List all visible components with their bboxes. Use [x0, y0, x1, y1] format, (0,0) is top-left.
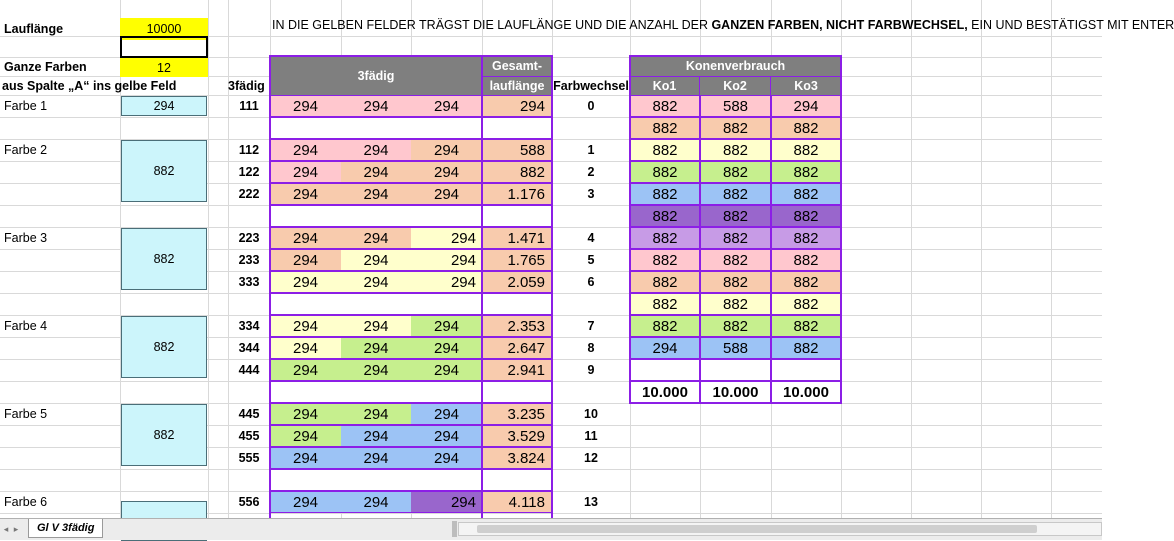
dreifaedig-cell[interactable]	[411, 381, 482, 403]
farbe-value-cell[interactable]: 882	[121, 316, 207, 378]
dreifaedig-cell[interactable]: 294	[411, 227, 482, 249]
konen-cell[interactable]: 882	[700, 117, 771, 139]
dreifaedig-cell[interactable]: 294	[270, 425, 341, 447]
dreifaedig-cell[interactable]: 294	[270, 227, 341, 249]
gridline-v	[981, 0, 982, 518]
konen-cell[interactable]: 882	[700, 293, 771, 315]
row-code: 445	[238, 407, 260, 421]
instruction-bold: GANZEN FARBEN, NICHT FARBWECHSEL,	[711, 18, 968, 32]
laufl-label: Lauflänge	[4, 22, 64, 36]
dreifaedig-cell[interactable]: 294	[270, 491, 341, 513]
dreifaedig-cell[interactable]: 294	[270, 403, 341, 425]
konen-cell[interactable]: 882	[771, 227, 841, 249]
dreifaedig-cell[interactable]: 294	[411, 337, 482, 359]
dreifaedig-cell[interactable]: 294	[411, 183, 482, 205]
farbwechsel-cell	[552, 205, 630, 227]
dreifaedig-cell[interactable]: 294	[270, 315, 341, 337]
dreifaedig-cell[interactable]: 294	[411, 271, 482, 293]
konen-cell[interactable]: 882	[771, 117, 841, 139]
sheet-tab[interactable]: Gl V 3fädig	[28, 519, 103, 538]
konen-cell[interactable]: 882	[771, 139, 841, 161]
farbe-value-cell[interactable]: 294	[121, 96, 207, 116]
row-code: 555	[238, 451, 260, 465]
gridline-v	[911, 0, 912, 518]
gesamt-cell[interactable]	[482, 381, 552, 403]
instruction-part2: EIN UND BESTÄTIGST MIT ENTER	[967, 18, 1174, 32]
farbwechsel-cell: 12	[584, 451, 598, 465]
dreifaedig-cell[interactable]	[341, 205, 411, 227]
konen-cell[interactable]: 882	[700, 161, 771, 183]
konen-cell[interactable]: 882	[771, 205, 841, 227]
konen-cell[interactable]: 882	[630, 139, 700, 161]
dreifaedig-cell[interactable]	[411, 469, 482, 491]
farbwechsel-cell: 13	[584, 495, 598, 509]
dreifaedig-cell[interactable]	[270, 469, 341, 491]
farbwechsel-cell: 4	[587, 231, 595, 245]
konen-cell[interactable]: 882	[630, 161, 700, 183]
konen-cell[interactable]: 882	[771, 293, 841, 315]
konen-cell[interactable]: 882	[771, 271, 841, 293]
gesamt-cell[interactable]: 1.471	[482, 227, 552, 249]
konen-cell[interactable]: 882	[700, 271, 771, 293]
row-code: 344	[238, 341, 260, 355]
konen-cell[interactable]: 882	[630, 205, 700, 227]
gesamt-cell[interactable]	[482, 117, 552, 139]
konen-cell[interactable]: 882	[700, 249, 771, 271]
farbe-value-cell[interactable]: 882	[121, 228, 207, 290]
farbwechsel-cell: 9	[587, 363, 595, 377]
konen-cell[interactable]: 882	[630, 227, 700, 249]
farben-label: Ganze Farben	[4, 60, 87, 74]
row-code: 122	[238, 165, 260, 179]
konen-cell[interactable]: 882	[630, 183, 700, 205]
selected-cell[interactable]	[120, 36, 208, 58]
gesamt-cell[interactable]: 3.529	[482, 425, 552, 447]
row-code	[228, 117, 270, 139]
konen-cell[interactable]: 588	[700, 95, 771, 117]
gesamt-cell[interactable]	[482, 293, 552, 315]
konen-cell[interactable]: 294	[771, 95, 841, 117]
farbwechsel-cell	[552, 117, 630, 139]
row-code: 333	[238, 275, 260, 289]
dreifaedig-cell[interactable]	[411, 117, 482, 139]
gesamt-cell[interactable]	[482, 469, 552, 491]
dreifaedig-cell[interactable]: 294	[411, 359, 482, 381]
instruction-text	[272, 18, 1174, 32]
row-code: 334	[238, 319, 260, 333]
dreifaedig-cell[interactable]: 294	[341, 227, 411, 249]
konen-cell[interactable]: 882	[700, 227, 771, 249]
dreifaedig-cell[interactable]: 294	[341, 425, 411, 447]
farbe-value-cell[interactable]: 882	[121, 404, 207, 466]
row-code: 112	[238, 143, 260, 157]
konen-cell[interactable]: 882	[630, 95, 700, 117]
dreifaedig-cell[interactable]: 294	[270, 161, 341, 183]
dreifaedig-cell[interactable]	[341, 469, 411, 491]
dreifaedig-cell[interactable]: 294	[270, 183, 341, 205]
header-farbwechsel: Farbwechsel	[553, 79, 629, 93]
row-code: 444	[238, 363, 260, 377]
farbe-label: Farbe 5	[4, 407, 48, 421]
farbwechsel-cell: 6	[587, 275, 595, 289]
dreifaedig-cell[interactable]	[341, 381, 411, 403]
konen-cell[interactable]: 882	[630, 117, 700, 139]
dreifaedig-cell[interactable]	[411, 293, 482, 315]
farbe-label: Farbe 2	[4, 143, 48, 157]
konen-cell[interactable]: 882	[630, 249, 700, 271]
konen-cell[interactable]: 882	[700, 139, 771, 161]
instruction-part1: IN DIE GELBEN FELDER TRÄGST DIE LAUFLÄNGE UND DIE ANZAHL DER	[272, 18, 712, 32]
farbe-value-cell[interactable]: 882	[121, 140, 207, 202]
dreifaedig-cell[interactable]: 294	[411, 161, 482, 183]
dreifaedig-cell[interactable]: 294	[411, 249, 482, 271]
row-code: 223	[238, 231, 260, 245]
dreifaedig-cell[interactable]: 294	[341, 139, 411, 161]
konen-cell[interactable]: 882	[630, 293, 700, 315]
farbwechsel-cell: 10	[584, 407, 598, 421]
gesamt-cell[interactable]	[482, 205, 552, 227]
gridline-v	[841, 0, 842, 518]
dreifaedig-cell[interactable]: 294	[341, 337, 411, 359]
dreifaedig-cell[interactable]: 294	[270, 271, 341, 293]
dreifaedig-cell[interactable]: 294	[411, 95, 482, 117]
farbwechsel-cell: 7	[587, 319, 595, 333]
row-code	[228, 381, 270, 403]
dreifaedig-cell[interactable]: 294	[411, 139, 482, 161]
row-code: 111	[239, 99, 259, 113]
konen-cell[interactable]: 10.000	[630, 381, 700, 403]
konen-cell[interactable]: 882	[700, 205, 771, 227]
gesamt-cell[interactable]: 4.118	[482, 491, 552, 513]
konen-cell[interactable]: 882	[771, 249, 841, 271]
dreifaedig-cell[interactable]: 294	[341, 95, 411, 117]
farbwechsel-cell	[552, 381, 630, 403]
gesamt-cell[interactable]: 1.176	[482, 183, 552, 205]
dreifaedig-cell[interactable]: 294	[270, 447, 341, 469]
gesamt-cell[interactable]: 3.824	[482, 447, 552, 469]
gridline-v	[1051, 0, 1052, 518]
konen-cell[interactable]: 10.000	[771, 381, 841, 403]
dreifaedig-cell[interactable]: 294	[411, 447, 482, 469]
gesamt-cell[interactable]: 3.235	[482, 403, 552, 425]
dreifaedig-cell[interactable]: 294	[411, 491, 482, 513]
konen-cell[interactable]: 882	[771, 183, 841, 205]
farbwechsel-cell: 2	[587, 165, 595, 179]
dreifaedig-cell[interactable]: 294	[270, 337, 341, 359]
farben-input[interactable]: 12	[120, 58, 208, 77]
header-gesamt-2: lauflänge	[482, 76, 552, 95]
header-ko2: Ko2	[700, 76, 771, 95]
gesamt-cell[interactable]: 1.765	[482, 249, 552, 271]
sheet-tab-bar	[0, 518, 1102, 540]
scrollbar-thumb[interactable]	[477, 525, 1037, 533]
dreifaedig-cell[interactable]: 294	[411, 403, 482, 425]
konen-cell[interactable]	[700, 359, 771, 381]
horizontal-scrollbar[interactable]	[458, 522, 1102, 536]
konen-cell[interactable]: 294	[630, 337, 700, 359]
farbe-label: Farbe 3	[4, 231, 48, 245]
gesamt-cell[interactable]: 2.941	[482, 359, 552, 381]
konen-cell[interactable]	[771, 359, 841, 381]
farbwechsel-cell	[552, 469, 630, 491]
dreifaedig-cell[interactable]: 294	[270, 139, 341, 161]
dreifaedig-cell[interactable]: 294	[270, 95, 341, 117]
row-code	[228, 205, 270, 227]
prev-sheet-icon[interactable]: ▸	[13, 523, 19, 534]
header-3faedig: 3fädig	[270, 56, 482, 95]
gridline-v	[208, 0, 209, 518]
konen-cell[interactable]: 882	[771, 161, 841, 183]
dreifaedig-cell[interactable]	[270, 205, 341, 227]
row-code	[228, 469, 270, 491]
konen-cell[interactable]: 10.000	[700, 381, 771, 403]
dreifaedig-cell[interactable]	[341, 117, 411, 139]
dreifaedig-cell[interactable]	[341, 293, 411, 315]
farbe-label: Farbe 4	[4, 319, 48, 333]
farbe-label: Farbe 6	[4, 495, 48, 509]
farbwechsel-cell: 3	[587, 187, 595, 201]
header-gesamt-1: Gesamt-	[482, 56, 552, 76]
gesamt-cell[interactable]: 294	[482, 95, 552, 117]
row-code	[228, 293, 270, 315]
farbwechsel-cell: 5	[587, 253, 595, 267]
tab-splitter[interactable]	[452, 521, 457, 537]
farbe-label: Farbe 1	[4, 99, 48, 113]
first-sheet-icon[interactable]: ◂	[3, 523, 9, 534]
dreifaedig-cell[interactable]: 294	[341, 491, 411, 513]
konen-cell[interactable]: 882	[630, 315, 700, 337]
row-code: 233	[238, 253, 260, 267]
dreifaedig-cell[interactable]: 294	[411, 315, 482, 337]
dreifaedig-cell[interactable]	[411, 205, 482, 227]
dreifaedig-cell[interactable]: 294	[341, 271, 411, 293]
gesamt-cell[interactable]: 2.647	[482, 337, 552, 359]
farbwechsel-cell: 8	[587, 341, 595, 355]
dreifaedig-cell[interactable]	[270, 293, 341, 315]
dreifaedig-cell[interactable]: 294	[270, 249, 341, 271]
dreifaedig-cell[interactable]: 294	[341, 403, 411, 425]
dreifaedig-cell[interactable]: 294	[341, 161, 411, 183]
header-konenverbrauch: Konenverbrauch	[630, 56, 841, 76]
farbwechsel-cell: 0	[587, 99, 595, 113]
gesamt-cell[interactable]: 588	[482, 139, 552, 161]
konen-cell[interactable]: 882	[630, 271, 700, 293]
konen-cell[interactable]: 588	[700, 337, 771, 359]
dreifaedig-cell[interactable]: 294	[341, 249, 411, 271]
spalte-label: aus Spalte „A“ ins gelbe Feld	[2, 79, 177, 93]
konen-cell[interactable]: 882	[771, 315, 841, 337]
konen-cell[interactable]: 882	[700, 315, 771, 337]
farbwechsel-cell	[552, 293, 630, 315]
dreifaedig-cell[interactable]: 294	[341, 359, 411, 381]
dreifaedig-cell[interactable]	[270, 117, 341, 139]
dreifaedig-col-header: 3fädig	[228, 79, 265, 93]
farbwechsel-cell: 11	[584, 429, 598, 443]
konen-cell[interactable]: 882	[771, 337, 841, 359]
farbwechsel-cell: 1	[587, 143, 595, 157]
row-code: 556	[238, 495, 260, 509]
row-code: 455	[238, 429, 260, 443]
konen-cell[interactable]	[630, 359, 700, 381]
header-ko1: Ko1	[630, 76, 700, 95]
dreifaedig-cell[interactable]: 294	[341, 447, 411, 469]
dreifaedig-cell[interactable]: 294	[341, 315, 411, 337]
dreifaedig-cell[interactable]: 294	[341, 183, 411, 205]
konen-cell[interactable]: 882	[700, 183, 771, 205]
header-ko3: Ko3	[771, 76, 841, 95]
dreifaedig-cell[interactable]	[270, 381, 341, 403]
row-code: 222	[238, 187, 260, 201]
laufl-input[interactable]: 10000	[120, 18, 208, 40]
dreifaedig-cell[interactable]: 294	[411, 425, 482, 447]
gesamt-cell[interactable]: 2.059	[482, 271, 552, 293]
gesamt-cell[interactable]: 882	[482, 161, 552, 183]
gesamt-cell[interactable]: 2.353	[482, 315, 552, 337]
dreifaedig-cell[interactable]: 294	[270, 359, 341, 381]
